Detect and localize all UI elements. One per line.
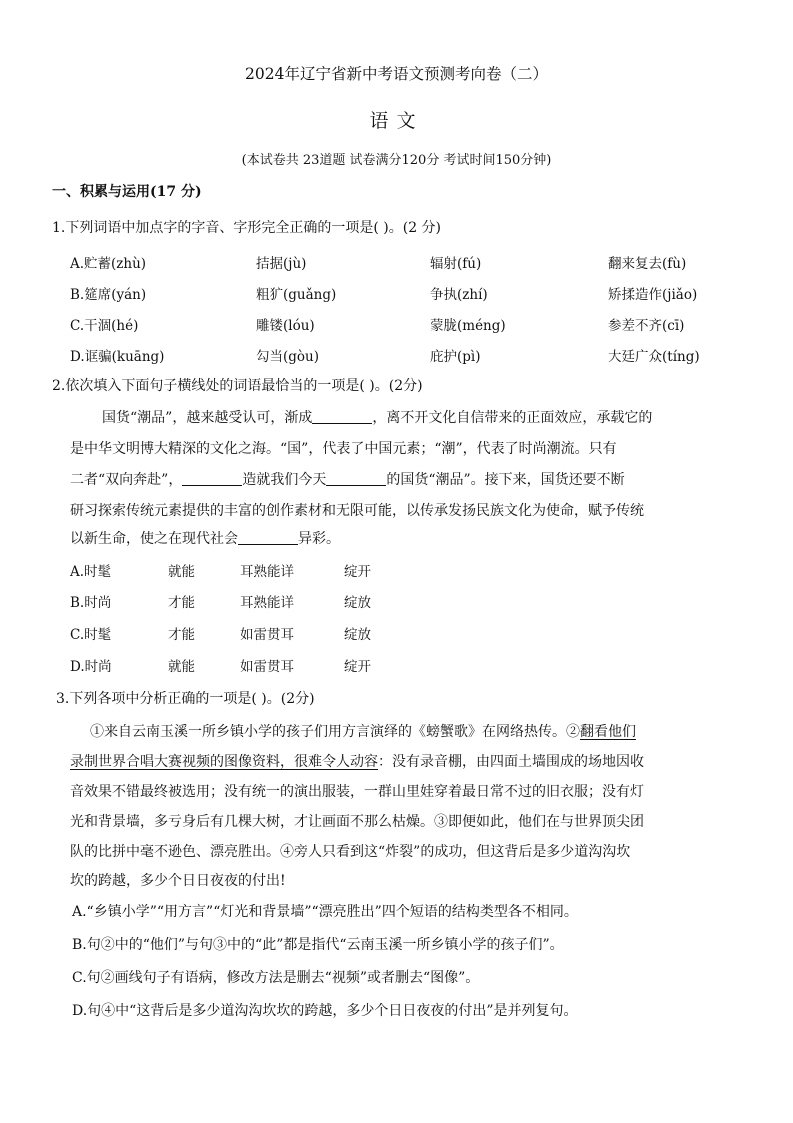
- option-item: 如雷贯耳: [240, 627, 294, 643]
- passage-text: ①来自云南玉溪一所乡镇小学的孩子们用方言演绎的《螃蟹歌》在网络热传。②: [90, 724, 580, 740]
- question-3-passage-line: [90, 721, 636, 741]
- option-item: 才能: [168, 595, 195, 611]
- option-label: C.时髦: [70, 627, 112, 643]
- option-label: C.干涸(hé): [70, 318, 139, 334]
- passage-text: ，离不开文化自信带来的正面效应，承载它的: [372, 410, 653, 426]
- option-item: 翻来复去(fù): [608, 256, 687, 272]
- option-item: 粗犷(guǎng): [256, 287, 337, 303]
- question-3-option-c: C.句②画线句子有语病，修改方法是删去“视频”或者删去“图像”。: [72, 970, 480, 986]
- option-item: 绽放: [344, 627, 371, 643]
- question-2-passage-line: [70, 528, 340, 548]
- passage-text: 的国货“潮品”。接下来，国货还要不断: [386, 472, 625, 488]
- option-item: 大廷广众(tíng): [608, 349, 700, 365]
- passage-text: 二者“双向奔赴”，: [70, 472, 183, 488]
- exam-subject: 语文: [369, 110, 424, 132]
- option-item: 才能: [168, 627, 195, 643]
- option-item: 庇护(pì): [430, 349, 481, 365]
- question-2-passage-line: 研习探索传统元素提供的丰富的创作素材和无限可能，以传承发扬民族文化为使命，赋予传统: [70, 503, 644, 519]
- option-item: 蒙胧(méng): [430, 318, 506, 334]
- option-row: [70, 252, 750, 274]
- option-item: 就能: [168, 564, 195, 580]
- question-3-passage-line: 音效果不错最终被选用；没有统一的演出服装，一群山里娃穿着最日常不过的旧衣服；没有灯: [70, 784, 644, 800]
- option-item: 拮据(jù): [256, 256, 307, 272]
- option-row: [70, 345, 750, 367]
- option-row: [70, 314, 750, 336]
- option-item: 如雷贯耳: [240, 659, 294, 675]
- passage-text: ：没有录音棚，由四面土墙围成的场地因收: [378, 754, 644, 770]
- exam-note: (本试卷共 23道题 试卷满分120分 考试时间150分钟): [241, 153, 552, 168]
- option-label: A.时髦: [70, 564, 112, 580]
- option-label: A.贮蓄(zhù): [70, 256, 147, 272]
- option-item: 勾当(gòu): [256, 349, 319, 365]
- passage-text: 造就我们今天: [242, 472, 327, 488]
- passage-text: 以新生命，使之在现代社会: [70, 531, 238, 547]
- question-3-passage-line: 队的比拼中毫不逊色、漂亮胜出。④旁人只看到这“炸裂”的成功，但这背后是多少道沟沟坎: [70, 844, 631, 860]
- blank-4: [238, 530, 298, 545]
- underlined-sentence: 翻看他们: [580, 724, 636, 740]
- option-item: 参差不齐(cī): [608, 318, 685, 334]
- section-heading: 一、积累与运用(17 分): [52, 184, 202, 200]
- option-item: 绽开: [344, 564, 371, 580]
- option-row: [70, 623, 750, 645]
- option-item: 绽放: [344, 595, 371, 611]
- option-label: B.筵席(yán): [70, 287, 147, 303]
- option-label: D.时尚: [70, 659, 112, 675]
- passage-text: 国货“潮品”，越来越受认可，渐成: [102, 410, 313, 426]
- question-2-passage-line: 是中华文明博大精深的文化之海。“国”，代表了中国元素；“潮”，代表了时尚潮流。只有: [70, 441, 617, 457]
- option-row: [70, 560, 750, 582]
- option-row: [70, 655, 750, 677]
- blank-1: [312, 409, 372, 424]
- exam-title: 2024年辽宁省新中考语文预测考向卷（二）: [245, 65, 548, 83]
- option-item: 耳熟能详: [240, 564, 294, 580]
- question-2-passage-line: [102, 407, 652, 427]
- option-row: [70, 591, 750, 613]
- option-item: 辐射(fú): [430, 256, 482, 272]
- option-label: D.诓骗(kuāng): [70, 349, 165, 365]
- option-row: [70, 283, 750, 305]
- question-2-stem: 2.依次填入下面句子横线处的词语最恰当的一项是( )。(2分): [52, 378, 423, 394]
- blank-2: [182, 471, 242, 486]
- question-3-option-a: A.“乡镇小学”“用方言”“灯光和背景墙”“漂亮胜出”四个短语的结构类型各不相同。: [72, 904, 578, 920]
- question-2-passage-line: [70, 469, 625, 489]
- option-item: 雕镂(lóu): [256, 318, 315, 334]
- question-3-stem: 3.下列各项中分析正确的一项是( )。(2分): [56, 691, 315, 707]
- option-item: 绽开: [344, 659, 371, 675]
- option-item: 矫揉造作(jiǎo): [608, 287, 698, 303]
- question-3-option-d: D.句④中“这背后是多少道沟沟坎坎的跨越，多少个日日夜夜的付出”是并列复句。: [72, 1003, 578, 1019]
- question-3-passage-line: 光和背景墙，多亏身后有几棵大树，才让画面不那么枯燥。③即便如此，他们在与世界顶尖团: [70, 814, 644, 830]
- question-3-passage-line: [70, 751, 644, 771]
- option-label: B.时尚: [70, 595, 112, 611]
- question-3-option-b: B.句②中的“他们”与句③中的“此”都是指代“云南玉溪一所乡镇小学的孩子们”。: [72, 937, 564, 953]
- option-item: 争执(zhí): [430, 287, 488, 303]
- underlined-sentence: 录制世界合唱大赛视频的图像资料，很难令人动容: [70, 754, 378, 770]
- option-item: 就能: [168, 659, 195, 675]
- option-item: 耳熟能详: [240, 595, 294, 611]
- question-3-passage-line: 坎的跨越，多少个日日夜夜的付出!: [70, 873, 286, 889]
- passage-text: 异彩。: [298, 531, 340, 547]
- blank-3: [326, 471, 386, 486]
- question-1-stem: 1.下列词语中加点字的字音、字形完全正确的一项是( )。(2 分): [52, 220, 442, 236]
